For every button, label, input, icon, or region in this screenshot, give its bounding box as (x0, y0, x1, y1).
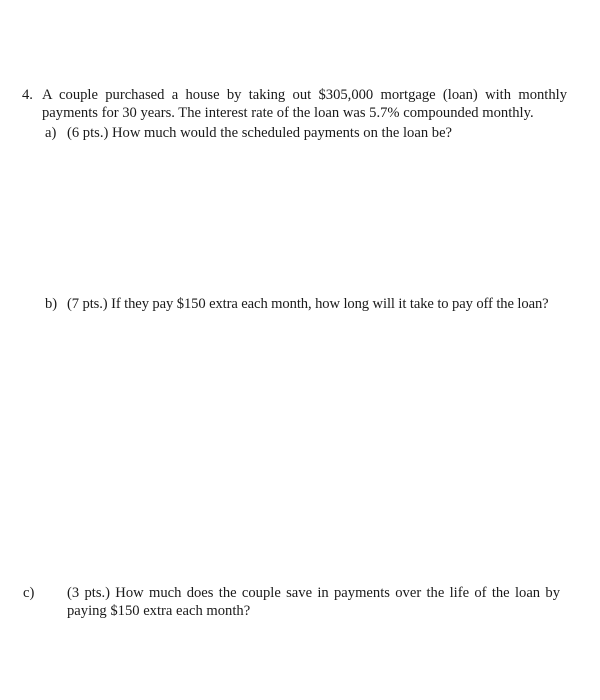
part-c-body (23, 584, 560, 620)
part-c-label: c) (23, 585, 35, 601)
part-c-text: (3 pts.) How much does the couple save in payments over the life of the loan by paying $150 extra each month? (67, 585, 560, 619)
part-a (45, 124, 565, 142)
problem-4 (22, 86, 567, 122)
problem-stem (22, 86, 567, 122)
part-a-text: (6 pts.) How much would the scheduled payments on the loan be? (67, 125, 453, 141)
part-b-text: (7 pts.) If they pay $150 extra each month, how long will it take to pay off the loan? (67, 296, 549, 312)
problem-number: 4. (22, 87, 33, 103)
part-b-label: b) (45, 296, 57, 312)
part-a-label: a) (45, 125, 57, 141)
part-b (45, 295, 575, 313)
problem-stem-text: A couple purchased a house by taking out $305,000 mortgage (loan) with monthly payments for 30 years. The interest rate of the loan was 5.7% compounded monthly. (42, 87, 567, 121)
part-c (23, 584, 560, 620)
